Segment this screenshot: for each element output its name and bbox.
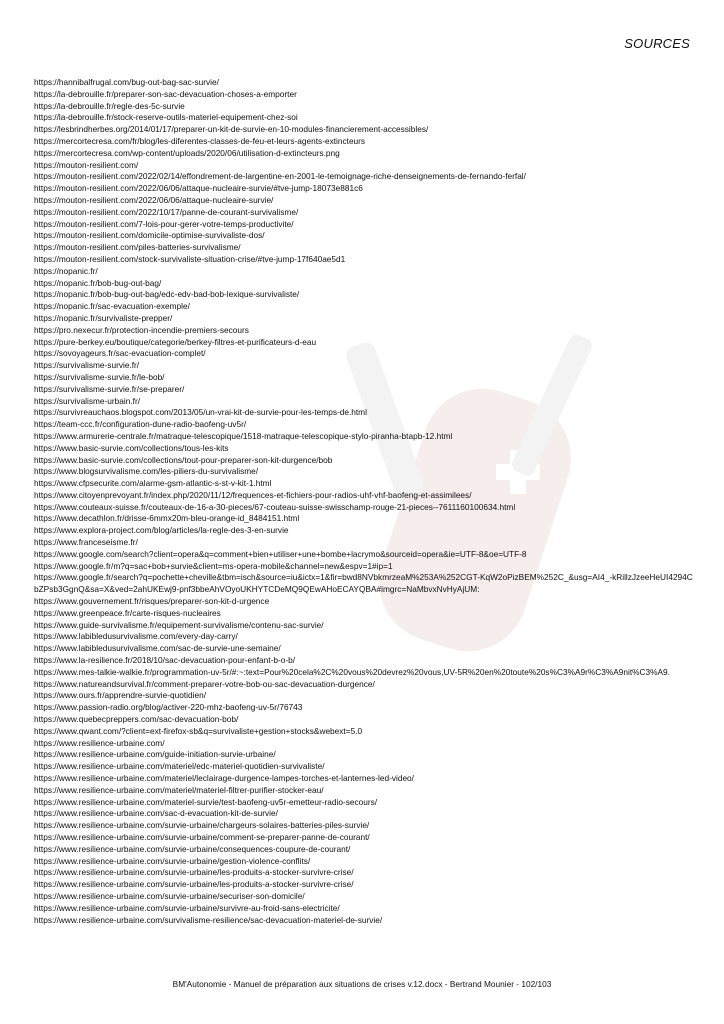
- source-link[interactable]: https://la-debrouille.fr/regle-des-5c-survie: [34, 100, 185, 111]
- source-item: [34, 278, 694, 290]
- source-link[interactable]: https://nopanic.fr/bob-bug-out-bag/: [34, 277, 162, 288]
- source-link[interactable]: https://www.quebecpreppers.com/sac-devacuation-bob/: [34, 714, 239, 725]
- source-item: [34, 549, 694, 561]
- source-item: [34, 490, 694, 502]
- source-link[interactable]: https://mouton-resilient.com/: [34, 159, 139, 170]
- source-link[interactable]: https://www.citoyenprevoyant.fr/index.php/2020/11/12/frequences-et-fichiers-pour-radios-uhf-vhf-baofeng-et-assimilees/: [34, 489, 472, 500]
- page-footer: BM'Autonomie - Manuel de préparation aux situations de crises v.12.docx - Bertrand Mounier - 102/103: [172, 979, 552, 989]
- source-link[interactable]: https://mouton-resilient.com/domicile-optimise-survivaliste-dos/: [34, 230, 265, 241]
- source-link[interactable]: https://pro.nexecur.fr/protection-incendie-premiers-secours: [34, 324, 249, 335]
- source-link[interactable]: https://sovoyageurs.fr/sac-evacuation-complet/: [34, 348, 206, 359]
- source-link[interactable]: https://mouton-resilient.com/stock-survivaliste-situation-crise/#tve-jump-17f640ae5d1: [34, 253, 346, 264]
- source-item: [34, 679, 694, 691]
- source-link[interactable]: https://nopanic.fr/survivaliste-prepper/: [34, 312, 173, 323]
- source-item: [34, 325, 694, 337]
- source-item: [34, 856, 694, 868]
- source-item: [34, 738, 694, 750]
- source-item: [34, 513, 694, 525]
- source-item: [34, 77, 694, 89]
- source-item: [34, 160, 694, 172]
- source-item: [34, 596, 694, 608]
- source-item: [34, 384, 694, 396]
- source-item: [34, 219, 694, 231]
- source-item: [34, 844, 694, 856]
- source-link[interactable]: https://www.explora-project.com/blog/articles/la-regle-des-3-en-survie: [34, 525, 289, 536]
- source-item: [34, 372, 694, 384]
- source-link[interactable]: https://la-debrouille.fr/preparer-son-sac-devacuation-choses-a-emporter: [34, 88, 297, 99]
- source-item: [34, 230, 694, 242]
- source-link[interactable]: https://mercortecresa.com/wp-content/uploads/2020/06/utilisation-d-extincteurs.png: [34, 147, 340, 158]
- source-item: [34, 112, 694, 124]
- source-link[interactable]: https://www.cfpsecurite.com/alarme-gsm-atlantic-s-st-v-kit-1.html: [34, 478, 272, 489]
- source-link[interactable]: https://www.resilience-urbaine.com/materiel/edc-materiel-quotidien-survivaliste/: [34, 761, 325, 772]
- source-link[interactable]: https://survivalisme-survie.fr/se-preparer/: [34, 383, 185, 394]
- source-link[interactable]: https://www.basic-survie.com/collections/tous-les-kits: [34, 442, 229, 453]
- source-link[interactable]: https://www.decathlon.fr/drisse-6mmx20m-bleu-orange-id_8484151.html: [34, 513, 300, 524]
- source-link[interactable]: https://www.labibledusurvivalisme.com/sac-de-survie-une-semaine/: [34, 643, 281, 654]
- source-item: [34, 608, 694, 620]
- source-link[interactable]: https://survivreauchaos.blogspot.com/2013/05/un-vrai-kit-de-survie-pour-les-temps-de.html: [34, 407, 367, 418]
- source-link[interactable]: https://mouton-resilient.com/piles-batteries-survivalisme/: [34, 242, 241, 253]
- source-link[interactable]: https://www.google.fr/m?q=sac+bob+survie&client=ms-opera-mobile&channel=new&espv=1#ip=1: [34, 560, 393, 571]
- source-item: [34, 891, 694, 903]
- source-item: [34, 867, 694, 879]
- source-link[interactable]: https://www.la-resilience.fr/2018/10/sac-devacuation-pour-enfant-b-o-b/: [34, 655, 296, 666]
- source-link[interactable]: https://mouton-resilient.com/2022/06/06/attaque-nucleaire-survie/#tve-jump-18073e881c6: [34, 183, 363, 194]
- source-item: [34, 289, 694, 301]
- source-link[interactable]: https://survivalisme-survie.fr/le-bob/: [34, 371, 165, 382]
- source-link[interactable]: https://www.natureandsurvival.fr/comment-preparer-votre-bob-ou-sac-devacuation-durgence/: [34, 678, 375, 689]
- source-link[interactable]: https://www.gouvernement.fr/risques/preparer-son-kit-d-urgence: [34, 596, 270, 607]
- source-link[interactable]: https://www.resilience-urbaine.com/survie-urbaine/les-produits-a-stocker-survivre-crise/: [34, 867, 354, 878]
- source-item: [34, 655, 694, 667]
- source-item: [34, 443, 694, 455]
- source-link[interactable]: https://www.guide-survivalisme.fr/equipement-survivalisme/contenu-sac-survie/: [34, 619, 324, 630]
- source-link[interactable]: https://www.blogsurvivalisme.com/les-piliers-du-survivalisme/: [34, 466, 259, 477]
- source-item: [34, 148, 694, 160]
- source-item: [34, 572, 694, 596]
- source-item: [34, 89, 694, 101]
- source-item: [34, 537, 694, 549]
- source-item: [34, 879, 694, 891]
- source-item: [34, 620, 694, 632]
- source-link[interactable]: https://nopanic.fr/: [34, 265, 98, 276]
- source-link[interactable]: https://www.google.com/search?client=opera&q=comment+bien+utiliser+une+bombe+lacrymo&sourceid=opera&ie=UTF-8&oe=UTF-8: [34, 548, 527, 559]
- source-link[interactable]: https://www.resilience-urbaine.com/survie-urbaine/les-produits-a-stocker-survivre-crise/: [34, 879, 354, 890]
- source-item: [34, 254, 694, 266]
- source-item: [34, 915, 694, 927]
- source-link[interactable]: https://www.labibledusurvivalisme.com/every-day-carry/: [34, 631, 238, 642]
- source-item: [34, 561, 694, 573]
- source-link[interactable]: https://nopanic.fr/bob-bug-out-bag/edc-edv-bad-bob-lexique-survivaliste/: [34, 289, 300, 300]
- source-item: [34, 136, 694, 148]
- source-item: [34, 195, 694, 207]
- source-link[interactable]: https://www.basic-survie.com/collections/tout-pour-preparer-son-kit-durgence/bob: [34, 454, 333, 465]
- source-link[interactable]: https://nopanic.fr/sac-evacuation-exemple/: [34, 301, 190, 312]
- source-link[interactable]: https://www.qwant.com/?client=ext-firefox-sb&q=survivaliste+gestion+stocks&webext=5.0: [34, 725, 363, 736]
- source-link[interactable]: https://www.resilience-urbaine.com/guide-initiation-survie-urbaine/: [34, 749, 276, 760]
- sources-list: [34, 77, 694, 926]
- source-item: [34, 455, 694, 467]
- source-link[interactable]: https://hannibalfrugal.com/bug-out-bag-sac-survie/: [34, 77, 219, 87]
- source-link[interactable]: https://mouton-resilient.com/2022/10/17/panne-de-courant-survivalisme/: [34, 206, 299, 217]
- source-link[interactable]: https://survivalisme-urbain.fr/: [34, 395, 141, 406]
- source-link[interactable]: https://www.resilience-urbaine.com/survie-urbaine/consequences-coupure-de-courant/: [34, 843, 351, 854]
- source-item: [34, 419, 694, 431]
- source-item: [34, 407, 694, 419]
- source-item: [34, 171, 694, 183]
- source-link[interactable]: https://www.resilience-urbaine.com/: [34, 737, 165, 748]
- source-item: [34, 478, 694, 490]
- source-item: [34, 502, 694, 514]
- source-item: [34, 797, 694, 809]
- source-item: [34, 726, 694, 738]
- source-item: [34, 702, 694, 714]
- source-item: [34, 207, 694, 219]
- source-link[interactable]: https://mouton-resilient.com/2022/06/06/attaque-nucleaire-survie/: [34, 194, 274, 205]
- source-item: [34, 667, 694, 679]
- source-item: [34, 761, 694, 773]
- source-item: [34, 643, 694, 655]
- source-link[interactable]: https://www.franceseisme.fr/: [34, 537, 138, 548]
- source-item: [34, 631, 694, 643]
- source-link[interactable]: https://www.resilience-urbaine.com/survivalisme-resilience/sac-devacuation-materiel-de-survie/: [34, 914, 383, 925]
- source-item: [34, 431, 694, 443]
- source-item: [34, 301, 694, 313]
- source-link[interactable]: https://www.ours.fr/apprendre-survie-quotidien/: [34, 690, 207, 701]
- source-item: [34, 808, 694, 820]
- source-item: [34, 313, 694, 325]
- source-link[interactable]: https://www.passion-radio.org/blog/activer-220-mhz-baofeng-uv-5r/76743: [34, 702, 303, 713]
- source-link[interactable]: https://team-ccc.fr/configuration-dune-radio-baofeng-uv5r/: [34, 419, 247, 430]
- source-link[interactable]: https://www.couteaux-suisse.fr/couteaux-de-16-a-30-pieces/67-couteau-suisse-swisschamp-rouge-21-pieces--7611160100634.html: [34, 501, 516, 512]
- source-item: [34, 360, 694, 372]
- source-link[interactable]: https://www.resilience-urbaine.com/survie-urbaine/securiser-son-domicile/: [34, 890, 305, 901]
- source-link[interactable]: https://www.resilience-urbaine.com/materiel/materiel-filtrer-purifier-stocker-eau/: [34, 784, 324, 795]
- source-link[interactable]: https://www.resilience-urbaine.com/materiel/leclairage-durgence-lampes-torches-et-lanternes-led-video/: [34, 773, 414, 784]
- source-link[interactable]: https://www.greenpeace.fr/carte-risques-nucleaires: [34, 607, 221, 618]
- source-item: [34, 749, 694, 761]
- source-link[interactable]: https://www.resilience-urbaine.com/survie-urbaine/comment-se-preparer-panne-de-courant/: [34, 832, 370, 842]
- source-item: [34, 124, 694, 136]
- source-item: [34, 396, 694, 408]
- source-link[interactable]: https://survivalisme-survie.fr/: [34, 360, 140, 371]
- source-item: [34, 903, 694, 915]
- source-item: [34, 773, 694, 785]
- source-item: [34, 820, 694, 832]
- source-item: [34, 242, 694, 254]
- source-item: [34, 266, 694, 278]
- source-item: [34, 714, 694, 726]
- source-link[interactable]: https://www.resilience-urbaine.com/sac-d-evacuation-kit-de-survie/: [34, 808, 278, 819]
- source-item: [34, 348, 694, 360]
- source-link[interactable]: https://mouton-resilient.com/7-lois-pour-gerer-votre-temps-productivite/: [34, 218, 294, 229]
- source-item: [34, 525, 694, 537]
- source-link[interactable]: https://www.resilience-urbaine.com/survie-urbaine/survivre-au-froid-sans-electricite/: [34, 902, 340, 913]
- source-link[interactable]: https://pure-berkey.eu/boutique/categorie/berkey-filtres-et-purificateurs-d-eau: [34, 336, 317, 347]
- source-link[interactable]: https://www.resilience-urbaine.com/survie-urbaine/gestion-violence-conflits/: [34, 855, 311, 866]
- source-item: [34, 785, 694, 797]
- source-link[interactable]: https://www.mes-talkie-walkie.fr/programmation-uv-5r/#:~:text=Pour%20cela%2C%20vous%20devrez%20vous,UV-5R%20en%20toute%20s%C3%A9r%C3%A9nit%C3%A9.: [34, 666, 670, 677]
- source-link[interactable]: https://la-debrouille.fr/stock-reserve-outils-materiel-equipement-chez-soi: [34, 112, 298, 123]
- source-item: [34, 183, 694, 195]
- source-item: [34, 690, 694, 702]
- source-link[interactable]: https://mercortecresa.com/fr/blog/les-diferentes-classes-de-feu-et-leurs-agents-extincteurs: [34, 135, 366, 146]
- source-link[interactable]: https://www.resilience-urbaine.com/survie-urbaine/chargeurs-solaires-batteries-piles-survie/: [34, 820, 370, 831]
- source-link[interactable]: https://lesbrindherbes.org/2014/01/17/preparer-un-kit-de-survie-en-10-modules-financierement-accessibles/: [34, 124, 429, 135]
- source-link[interactable]: https://mouton-resilient.com/2022/02/14/effondrement-de-largentine-en-2001-le-temoignage-riche-denseignements-de-fernando-ferfal/: [34, 171, 526, 182]
- page-header-title: SOURCES: [624, 36, 690, 51]
- source-item: [34, 466, 694, 478]
- source-link[interactable]: https://www.google.fr/search?q=pochette+cheville&tbm=isch&source=iu&ictx=1&fir=bwd8NVbkmrzeaM%253A%252CGT-KqW2oPizBEM%252C_&usg=AI4_-kRillzJzeeHeUI4294CbZPsb3GgnQ&sa=X&ved=2ahUKEwj9-pnf3bbeAhVOyoUKHYTCDeMQ9QEwAHoECAYQBA#imgrc=NaMbvxNvHyAjUM:: [34, 572, 693, 595]
- source-item: [34, 337, 694, 349]
- source-item: [34, 832, 694, 844]
- source-item: [34, 101, 694, 113]
- source-link[interactable]: https://www.armurerie-centrale.fr/matraque-telescopique/1518-matraque-telescopique-stylo-piranha-btapb-12.html: [34, 430, 453, 441]
- source-link[interactable]: https://www.resilience-urbaine.com/materiel-survie/test-baofeng-uv5r-emetteur-radio-secours/: [34, 796, 378, 807]
